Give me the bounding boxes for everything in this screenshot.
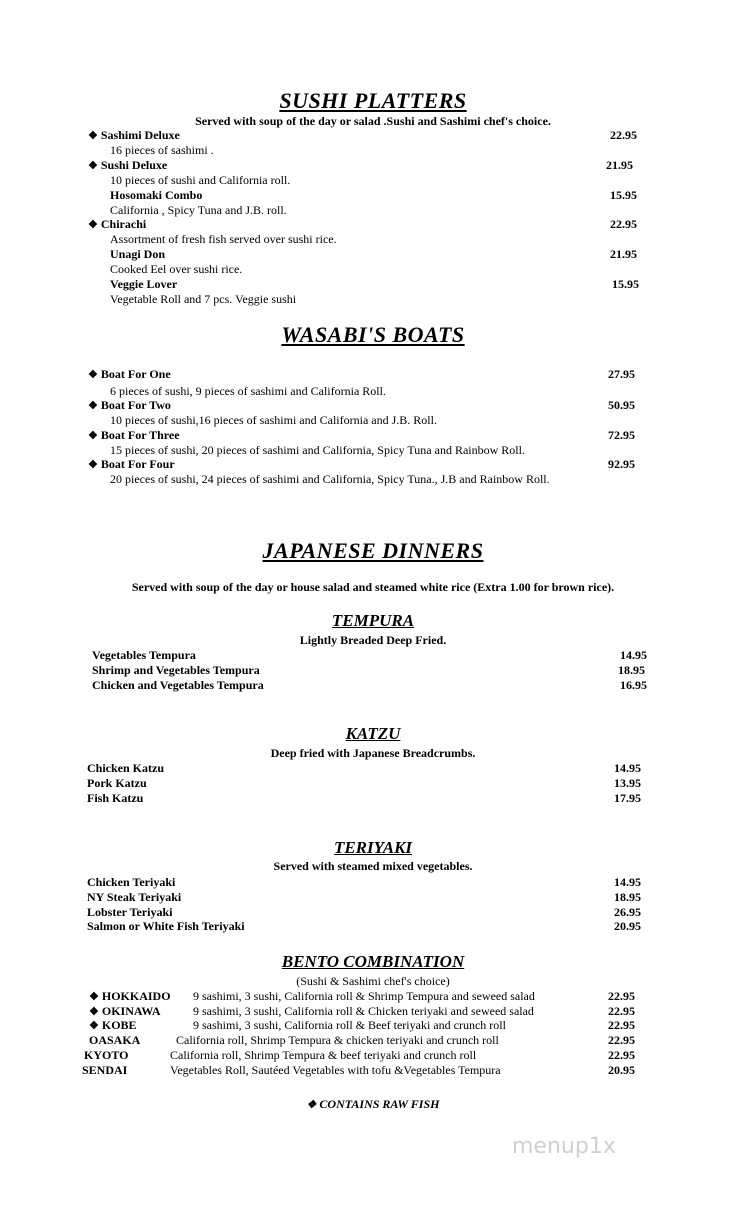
menu-item-price: 22.95 [608,1033,635,1047]
raw-fish-icon: ❖ [89,991,99,1003]
sushi-platters-title: SUSHI PLATTERS [279,88,467,113]
menu-item-name: ❖ Boat For One [88,367,171,381]
japanese-dinners-title: JAPANESE DINNERS [262,538,484,563]
raw-fish-icon: ❖ [306,1099,317,1111]
menu-item-desc: 6 pieces of sushi, 9 pieces of sashimi and California Roll. [110,384,386,398]
menu-item-name: Shrimp and Vegetables Tempura [92,663,260,677]
menu-item-desc: 16 pieces of sashimi . [110,143,214,157]
menu-item-name: ❖ Boat For Three [88,428,180,442]
menu-item-name: Chicken Teriyaki [87,875,176,889]
menu-item-price: 27.95 [608,367,635,381]
raw-fish-icon: ❖ [88,369,98,381]
menu-item-price: 22.95 [610,217,637,231]
menu-item-name: Chicken and Vegetables Tempura [92,678,264,692]
menu-item-price: 22.95 [608,1004,635,1018]
menu-item-name: KYOTO [84,1048,129,1062]
raw-fish-icon: ❖ [89,1006,99,1018]
raw-fish-footnote: ❖ CONTAINS RAW FISH [306,1097,440,1111]
raw-fish-icon: ❖ [88,400,98,412]
menu-item-price: 18.95 [618,663,645,677]
menu-item-name: Chicken Katzu [87,761,165,775]
menu-item-price: 17.95 [614,791,641,805]
menu-item-name: Pork Katzu [87,776,147,790]
menu-item-name: ❖ Boat For Four [88,457,175,471]
menu-item-price: 20.95 [608,1063,635,1077]
menu-item-name: SENDAI [82,1063,128,1077]
menu-item-price: 13.95 [614,776,641,790]
menu-item-price: 21.95 [606,158,633,172]
menu-item-desc: California , Spicy Tuna and J.B. roll. [110,203,287,217]
watermark-logo: menup1x [512,1134,616,1159]
menu-item-desc: 15 pieces of sushi, 20 pieces of sashimi and California, Spicy Tuna and Rainbow Roll. [110,443,525,457]
menu-item-price: 21.95 [610,247,637,261]
menu-item-price: 50.95 [608,398,635,412]
menu-item-desc: California roll, Shrimp Tempura & beef teriyaki and crunch roll [170,1048,477,1062]
raw-fish-icon: ❖ [88,219,98,231]
menu-item-name: Vegetables Tempura [92,648,196,662]
menu-item-price: 15.95 [612,277,639,291]
menu-item-desc: Cooked Eel over sushi rice. [110,262,243,276]
menu-item-name: Veggie Lover [110,277,178,291]
menu-item-price: 92.95 [608,457,635,471]
menu-item-name: Unagi Don [110,247,166,261]
menu-item-desc: 10 pieces of sushi,16 pieces of sashimi and California and J.B. Roll. [110,413,437,427]
menu-item-price: 22.95 [608,1048,635,1062]
menu-item-name: NY Steak Teriyaki [87,890,182,904]
raw-fish-icon: ❖ [88,430,98,442]
raw-fish-icon: ❖ [88,459,98,471]
menu-item-desc: Vegetables Roll, Sautéed Vegetables with tofu &Vegetables Tempura [170,1063,501,1077]
menu-item-name: ❖ Sashimi Deluxe [88,128,180,142]
menu-item-price: 18.95 [614,890,641,904]
menu-item-desc: 10 pieces of sushi and California roll. [110,173,291,187]
menu-item-price: 22.95 [608,1018,635,1032]
sushi-platters-note: Served with soup of the day or salad .Sushi and Sashimi chef's choice. [195,114,551,128]
wasabi-boats-title: WASABI'S BOATS [281,322,465,347]
menu-item-name: Salmon or White Fish Teriyaki [87,919,245,933]
menu-item-desc: California roll, Shrimp Tempura & chicken teriyaki and crunch roll [176,1033,499,1047]
menu-item-name: ❖ Chirachi [88,217,147,231]
menu-item-desc: 9 sashimi, 3 sushi, California roll & Chicken teriyaki and seweed salad [193,1004,534,1018]
katzu-title: KATZU [345,724,401,743]
teriyaki-title: TERIYAKI [333,838,413,857]
menu-item-name: Lobster Teriyaki [87,905,173,919]
menu-item-name: Fish Katzu [87,791,144,805]
menu-item-price: 14.95 [614,761,641,775]
menu-item-price: 26.95 [614,905,641,919]
menu-item-price: 14.95 [614,875,641,889]
menu-item-desc: Vegetable Roll and 7 pcs. Veggie sushi [110,292,297,306]
bento-title: BENTO COMBINATION [281,952,465,971]
menu-item-price: 22.95 [610,128,637,142]
menu-item-price: 72.95 [608,428,635,442]
raw-fish-icon: ❖ [88,160,98,172]
menu-item-desc: 9 sashimi, 3 sushi, California roll & Beef teriyaki and crunch roll [193,1018,506,1032]
teriyaki-note: Served with steamed mixed vegetables. [273,859,473,873]
menu-item-name: ❖ Boat For Two [88,398,171,412]
menu-item-price: 22.95 [608,989,635,1003]
japanese-dinners-note: Served with soup of the day or house salad and steamed white rice (Extra 1.00 for brown rice). [131,580,615,594]
menu-item-name: ❖ KOBE [89,1018,137,1032]
menu-item-desc: Assortment of fresh fish served over sushi rice. [110,232,337,246]
tempura-title: TEMPURA [331,611,415,630]
menu-item-name: ❖ Sushi Deluxe [88,158,168,172]
menu-item-desc: 20 pieces of sushi, 24 pieces of sashimi and California, Spicy Tuna., J.B and Rainbow Roll. [110,472,550,486]
menu-item-price: 15.95 [610,188,637,202]
menu-item-name: OASAKA [89,1033,141,1047]
bento-note: (Sushi & Sashimi chef's choice) [296,974,450,988]
menu-item-desc: 9 sashimi, 3 sushi, California roll & Shrimp Tempura and seweed salad [193,989,535,1003]
katzu-note: Deep fried with Japanese Breadcrumbs. [270,746,476,760]
menu-item-name: Hosomaki Combo [110,188,203,202]
raw-fish-icon: ❖ [88,130,98,142]
raw-fish-icon: ❖ [89,1020,99,1032]
menu-item-price: 14.95 [620,648,647,662]
menu-item-price: 20.95 [614,919,641,933]
menu-item-name: ❖ OKINAWA [89,1004,161,1018]
menu-item-price: 16.95 [620,678,647,692]
menu-item-name: ❖ HOKKAIDO [89,989,171,1003]
tempura-note: Lightly Breaded Deep Fried. [299,633,447,647]
